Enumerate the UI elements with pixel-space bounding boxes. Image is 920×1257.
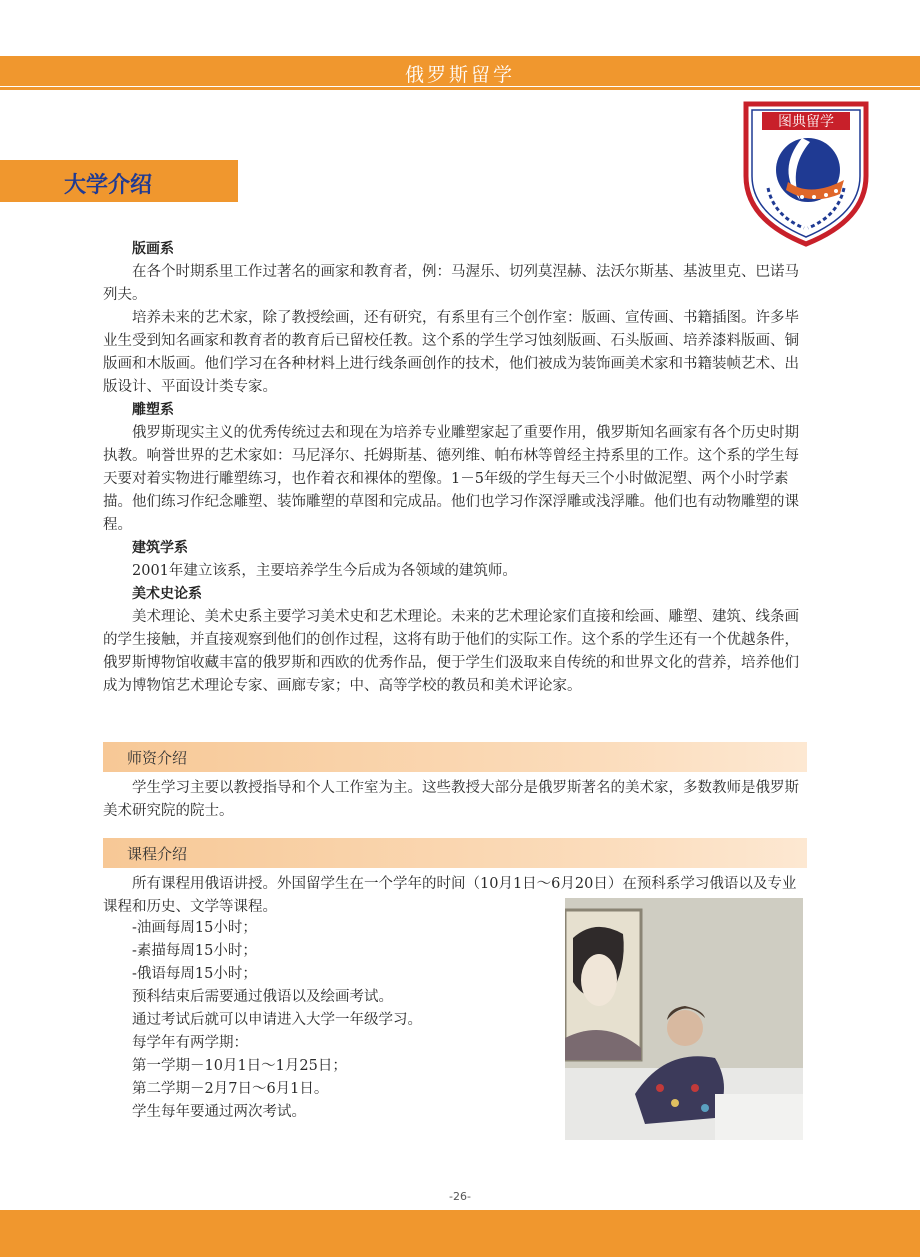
painting-image <box>565 898 803 1140</box>
dept-heading-architecture: 建筑学系 <box>132 540 188 556</box>
dept-heading-printmaking: 版画系 <box>132 241 174 257</box>
courses-title: 课程介绍 <box>127 845 188 863</box>
dept-paragraph: 培养未来的艺术家，除了教授绘画，还有研究，有系里有三个创作室：版画、宣传画、书籍插图。许多毕业生受到知名画家和教育者的教育后已留校任教。这个系的学生学习蚀刻版画、石头版画、培养漆料版画、铜版画和木版画。他们学习在各种材料上进行线条画创作的技术，他们被成为装饰画美术家和书籍装帧艺术、出版设计、平面设计类专家。 <box>103 310 799 395</box>
course-list-item: -油画每周15小时； <box>132 920 257 936</box>
course-list-item: 通过考试后就可以申请进入大学一年级学习。 <box>132 1012 422 1028</box>
course-list-item: 学生每年要通过两次考试。 <box>132 1104 306 1120</box>
logo-star-4 <box>834 189 838 193</box>
course-list-item: -素描每周15小时； <box>132 943 257 959</box>
logo-star-3 <box>824 193 828 197</box>
course-list-item: 预科结束后需要通过俄语以及绘画考试。 <box>132 989 393 1005</box>
dept-heading-sculpture: 雕塑系 <box>132 402 174 418</box>
faculty-title: 师资介绍 <box>127 749 188 767</box>
faculty-bar <box>103 742 807 772</box>
header-brand: 俄罗斯留学 <box>404 64 515 86</box>
faculty-block <box>103 777 807 823</box>
logo-star-2 <box>812 195 816 199</box>
course-list-item: -俄语每周15小时； <box>132 966 257 982</box>
dept-heading-art-history: 美术史论系 <box>132 586 202 602</box>
faculty-text: 学生学习主要以教授指导和个人工作室为主。这些教授大部分是俄罗斯著名的美术家，多数教师是俄罗斯美术研究院的院士。 <box>103 780 799 819</box>
courses-intro: 所有课程用俄语讲授。外国留学生在一个学年的时间（10月1日～6月20日）在预科系学习俄语以及专业课程和历史、文学等课程。 <box>103 876 797 915</box>
header-band <box>0 56 920 90</box>
course-list <box>132 917 422 1124</box>
page-number: -26- <box>449 1190 471 1203</box>
dept-paragraph: 在各个时期系里工作过著名的画家和教育者，例：马渥乐、切列莫涅赫、法沃尔斯基、基波里克、巴诺马列夫。 <box>103 264 799 303</box>
section-tab <box>0 160 238 202</box>
dept-paragraph: 俄罗斯现实主义的优秀传统过去和现在为培养专业雕塑家起了重要作用，俄罗斯知名画家有各个历史时期执教。响誉世界的艺术家如：马尼泽尔、托姆斯基、德列维、帕布林等曾经主持系里的工作。这个系的学生每天要对着实物进行雕塑练习，也作着衣和裸体的塑像。1－5年级的学生每天三个小时做泥塑、两个小时学素描。他们练习作纪念雕塑、装饰雕塑的草图和完成品。他们也学习作深浮雕或浅浮雕。他们也有动物雕塑的课程。 <box>103 425 799 533</box>
course-list-item: 第一学期－10月1日～1月25日； <box>132 1058 347 1074</box>
departments-content <box>103 238 803 698</box>
school-logo <box>740 98 872 248</box>
course-list-item: 第二学期－2月7日～6月1日。 <box>132 1081 329 1097</box>
logo-star-1 <box>800 195 804 199</box>
logo-text: 图典留学 <box>778 114 834 130</box>
course-list-item: 每学年有两学期： <box>132 1035 248 1051</box>
dept-paragraph: 2001年建立该系，主要培养学生今后成为各领域的建筑师。 <box>132 563 517 579</box>
courses-bar <box>103 838 807 868</box>
dept-paragraph: 美术理论、美术史系主要学习美术史和艺术理论。未来的艺术理论家们直接和绘画、雕塑、建筑、线条画的学生接触，并直接观察到他们的创作过程，这将有助于他们的实际工作。这个系的学生还有一个优越条件，俄罗斯博物馆收藏丰富的俄罗斯和西欧的优秀作品，便于学生们汲取来自传统的和世界文化的营养，培养他们成为博物馆艺术理论专家、画廊专家；中、高等学校的教员和美术评论家。 <box>103 609 799 694</box>
section-title: 大学介绍 <box>64 173 153 198</box>
header-rule <box>0 86 920 87</box>
footer-band <box>0 1210 920 1257</box>
